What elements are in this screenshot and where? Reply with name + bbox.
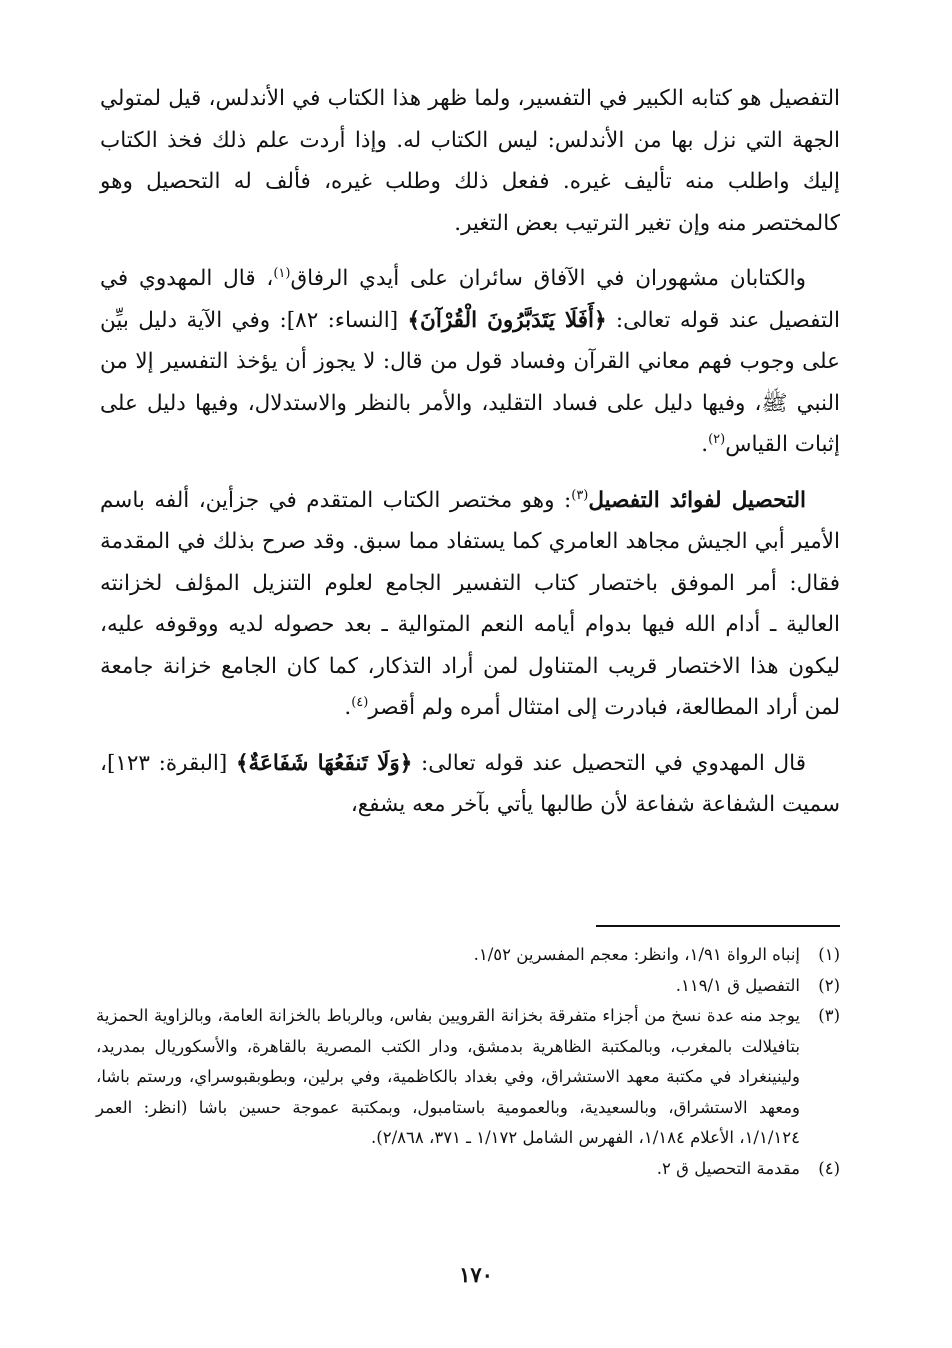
paragraph-2 xyxy=(100,258,840,466)
paragraph-2-text-b: ، قال المهدوي في التفصيل عند قوله تعالى: xyxy=(100,266,840,333)
footnote-number: (٢) xyxy=(818,975,840,995)
footnote-2 xyxy=(96,971,840,1002)
paragraph-4-text-a: قال المهدوي في التحصيل عند قوله تعالى: xyxy=(421,750,806,776)
footnote-number: (٤) xyxy=(818,1158,840,1178)
footnote-separator xyxy=(596,925,840,927)
footnote-text: التفصيل ق ١١٩/١. xyxy=(675,975,800,995)
footnote-4 xyxy=(96,1154,840,1185)
main-text-block xyxy=(100,78,840,826)
footnote-text: يوجد منه عدة نسخ من أجزاء متفرقة بخزانة القرويين بفاس، وبالرباط بالخزانة العامة، وبالزاوية الحمزية بتافيلالت بالمغرب، وبالمكتبة الظاهرية بدمشق، ودار الكتب المصرية بالقاهرة، والأسكوريال بمدريد، ولينينغراد في مكتبة معهد الاستشراق، وفي بغداد بالكاظمية، وفي برلين، وبطوبقبوسراي، ورستم باشا، ومعهد الاستشراق، وبالسعيدية، وبالعمومية باستامبول، وبمكتبة عموجة حسين باشا (انظر: العمر ١/١/١٢٤، الأعلام ١/١٨٤، الفهرس الشامل ١/١٧٢ ـ ٣٧١، ٢/٨٦٨). xyxy=(96,1006,800,1147)
footnote-ref-4: (٤) xyxy=(351,694,369,710)
footnote-3 xyxy=(96,1001,840,1154)
footnote-text: إنباه الرواة ١/٩١، وانظر: معجم المفسرين ١/٥٢. xyxy=(473,945,800,964)
footnotes xyxy=(96,940,840,1184)
footnote-number: (١) xyxy=(818,945,840,964)
page-number: ١٧٠ xyxy=(459,1262,493,1287)
paragraph-3 xyxy=(100,480,840,729)
paragraph-2-text-c: [النساء: ٨٢]: وفي الآية دليل بيِّن على وجوب فهم معاني القرآن وفساد قول من قال: لا يجوز أن يؤخذ التفسير إلا من النبي ﷺ، وفيها دليل على فساد التقليد، والأمر بالنظر والاستدلال، وفيها دليل على إثبات القياس xyxy=(100,307,840,457)
paragraph-1-text: التفصيل هو كتابه الكبير في التفسير، ولما ظهر هذا الكتاب في الأندلس، قيل لمتولي الجهة التي نزل بها من الأندلس: ليس الكتاب له. وإذا أردت علم ذلك فخذ الكتاب إليك واطلب منه تأليف غيره. ففعل ذلك وطلب غيره، فألف له التحصيل وهو كالمختصر منه وإن تغير الترتيب بعض التغير. xyxy=(100,86,840,236)
quran-verse-2: ﴿وَلَا تَنفَعُهَا شَفَاعَةٌ﴾ xyxy=(235,750,413,776)
paragraph-4 xyxy=(100,743,840,826)
paragraph-2-text-d: . xyxy=(701,432,709,457)
paragraph-3-text-a: : وهو مختصر الكتاب المتقدم في جزأين، ألفه باسم الأمير أبي الجيش مجاهد العامري كما يستفاد مما سبق. وقد صرح بذلك في المقدمة فقال: أمر الموفق باختصار كتاب التفسير الجامع لعلوم التنزيل المؤلف لخزانته العالية ـ أدام الله فيها بدوام أيامه النعم المتوالية ـ بعد حصوله لديه ووقوفه عليه، ليكون هذا الاختصار قريب المتناول لمن أراد التذكار، كما كان الجامع خزانة جامعة لمن أراد المطالعة، فبادرت إلى امتثال أمره ولم أقصر xyxy=(100,487,840,720)
footnote-1 xyxy=(96,940,840,971)
footnote-number: (٣) xyxy=(818,1006,840,1025)
quran-verse-1: ﴿أَفَلَا يَتَدَبَّرُونَ الْقُرْآنَ﴾ xyxy=(407,307,607,333)
paragraph-3-text-b: . xyxy=(344,695,352,720)
section-title: التحصيل لفوائد التفصيل xyxy=(588,487,807,513)
paragraph-1 xyxy=(100,78,840,244)
paragraph-4-text-b: [البقرة: ١٢٣]، سميت الشفاعة شفاعة لأن طالبها يأتي بآخر معه يشفع، xyxy=(100,750,840,817)
footnote-ref-1: (١) xyxy=(273,265,291,281)
footnote-ref-2: (٢) xyxy=(708,431,726,447)
footnote-ref-3: (٣) xyxy=(571,487,589,503)
paragraph-2-text-a: والكتابان مشهوران في الآفاق سائران على أيدي الرفاق xyxy=(290,266,807,291)
footnote-text: مقدمة التحصيل ق ٢. xyxy=(656,1158,800,1178)
